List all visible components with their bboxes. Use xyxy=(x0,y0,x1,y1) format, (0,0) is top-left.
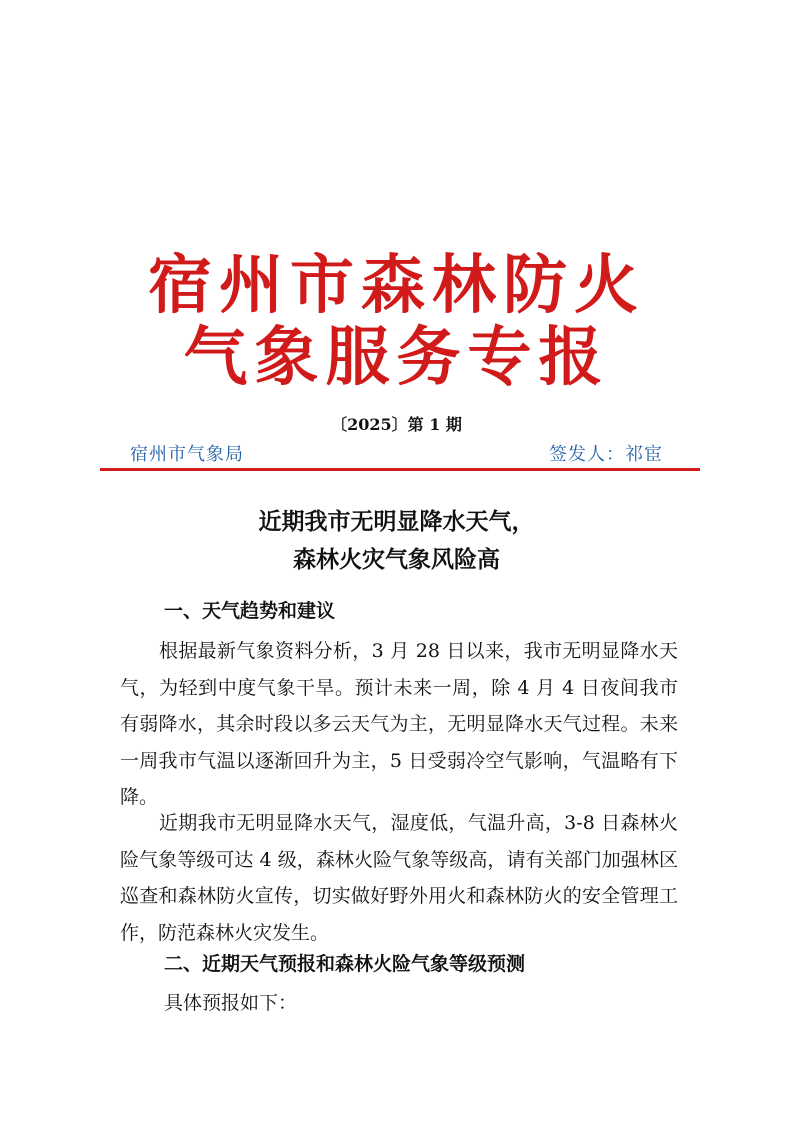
publisher: 宿州市气象局 xyxy=(130,444,244,465)
section-heading-forecast: 二、近期天气预报和森林火险气象等级预测 xyxy=(164,953,526,975)
paragraph-forecast-intro: 具体预报如下： xyxy=(164,992,298,1014)
issue-number: 〔2025〕第 1 期 xyxy=(331,415,462,434)
headline-line1: 近期我市无明显降水天气， xyxy=(258,509,535,535)
paragraph-weather-analysis: 根据最新气象资料分析，3 月 28 日以来，我市无明显降水天气，为轻到中度气象干旱。预计未来一周，除 4 月 4 日夜间我市有弱降水，其余时段以多云天气为主，无明显降水天气过程。未来一周我市气温以逐渐回升为主，5 日受弱冷空气影响，气温略有下降。 xyxy=(120,640,678,808)
section-heading-weather-trend: 一、天气趋势和建议 xyxy=(164,600,336,622)
header-divider xyxy=(100,468,700,471)
masthead-title-line2: 气象服务专报 xyxy=(183,320,610,395)
headline-line2: 森林火灾气象风险高 xyxy=(293,547,500,573)
signer: 签发人：祁宦 xyxy=(549,444,663,465)
paragraph-fire-risk-advice: 近期我市无明显降水天气，湿度低，气温升高，3-8 日森林火险气象等级可达 4 级，森林火险气象等级高，请有关部门加强林区巡查和森林防火宣传，切实做好野外用火和森林防火的安全管理工作，防范森林火灾发生。 xyxy=(120,812,678,944)
masthead-title-line1: 宿州市森林防火 xyxy=(148,248,645,323)
